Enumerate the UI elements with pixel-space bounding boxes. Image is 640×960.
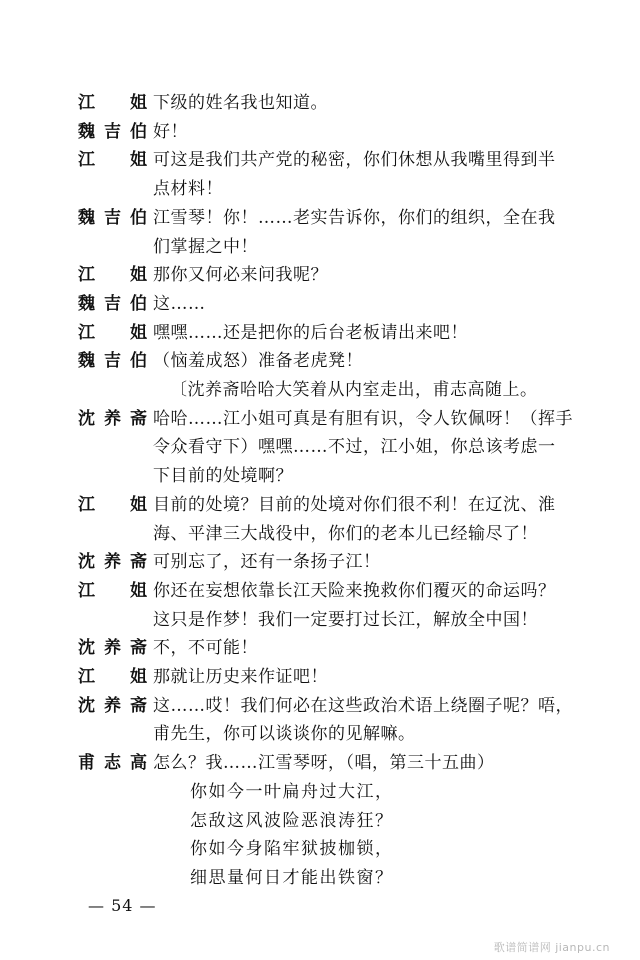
dialogue-text: （恼羞成怒）准备老虎凳！ (153, 351, 363, 372)
dialogue-text: 这…… (153, 293, 206, 314)
speaker-name: 沈养斋 (78, 408, 148, 429)
dialogue-text: 嘿嘿……还是把你的后台老板请出来吧！ (153, 322, 468, 343)
speaker-name: 魏吉伯 (78, 293, 148, 314)
speaker-name: 魏吉伯 (78, 121, 148, 142)
speaker-name: 沈养斋 (78, 695, 148, 716)
dialogue-text: 哈哈……江小姐可真是有胆有识，令人钦佩呀！（挥手 (153, 408, 573, 429)
lyric-line: 怎敌这风波险恶浪涛狂？ (190, 810, 394, 831)
dialogue-text: 好！ (153, 121, 188, 142)
speaker-name: 魏吉伯 (78, 351, 148, 372)
speaker-name: 江 姐 (78, 322, 148, 343)
dialogue-text: 这只是作梦！我们一定要打过长江，解放全中国！ (153, 609, 538, 630)
dialogue-text: 下目前的处境啊？ (153, 466, 293, 487)
dialogue-text: 可别忘了，还有一条扬子江！ (153, 552, 381, 573)
lyric-line: 细思量何日才能出铁窗？ (190, 867, 394, 888)
speaker-name: 江 姐 (78, 580, 148, 601)
lyric-line: 你如今一叶扁舟过大江， (190, 781, 394, 802)
lyric-line: 你如今身陷牢狱披枷锁， (190, 839, 394, 860)
speaker-name: 江 姐 (78, 265, 148, 286)
dialogue-text: 不，不可能！ (153, 638, 258, 659)
dialogue-text: 下级的姓名我也知道。 (153, 93, 328, 113)
watermark: 歌谱简谱网 jianpu.cn (493, 941, 610, 954)
speaker-name: 江 姐 (78, 667, 148, 687)
dialogue-text: 那就让历史来作证吧！ (153, 667, 328, 687)
page-number: — 54 — (88, 896, 157, 915)
dialogue-text: 点材料！ (153, 179, 223, 200)
dialogue-text: 江雪琴！你！……老实告诉你，你们的组织，全在我 (153, 207, 556, 228)
dialogue-text: 可这是我们共产党的秘密，你们休想从我嘴里得到半 (153, 150, 556, 171)
dialogue-text: 你还在妄想依靠长江天险来挽救你们覆灭的命运吗？ (153, 580, 556, 601)
dialogue-text: 甫先生，你可以谈谈你的见解嘛。 (153, 724, 416, 745)
dialogue-text: 令众看守下）嘿嘿……不过，江小姐，你总该考虑一 (153, 437, 556, 458)
speaker-name: 沈养斋 (78, 638, 148, 659)
speaker-name: 江 姐 (78, 93, 148, 113)
speaker-name: 江 姐 (78, 494, 148, 515)
dialogue-text: 这……哎！我们何必在这些政治术语上绕圈子呢？唔， (153, 695, 573, 716)
speaker-name: 甫志高 (78, 753, 148, 774)
speaker-name: 江 姐 (78, 150, 148, 171)
dialogue-text: 那你又何必来问我呢？ (153, 265, 328, 286)
dialogue-text: 目前的处境？目前的处境对你们很不利！在辽沈、淮 (153, 494, 556, 515)
stage-direction: 〔沈养斋哈哈大笑着从内室走出，甫志高随上。 (170, 380, 538, 400)
speaker-name: 魏吉伯 (78, 207, 148, 228)
dialogue-text: 海、平津三大战役中，你们的老本儿已经输尽了！ (153, 523, 538, 544)
dialogue-text: 怎么？我……江雪琴呀，（唱，第三十五曲） (153, 753, 495, 774)
dialogue-text: 们掌握之中！ (153, 236, 258, 257)
speaker-name: 沈养斋 (78, 552, 148, 573)
